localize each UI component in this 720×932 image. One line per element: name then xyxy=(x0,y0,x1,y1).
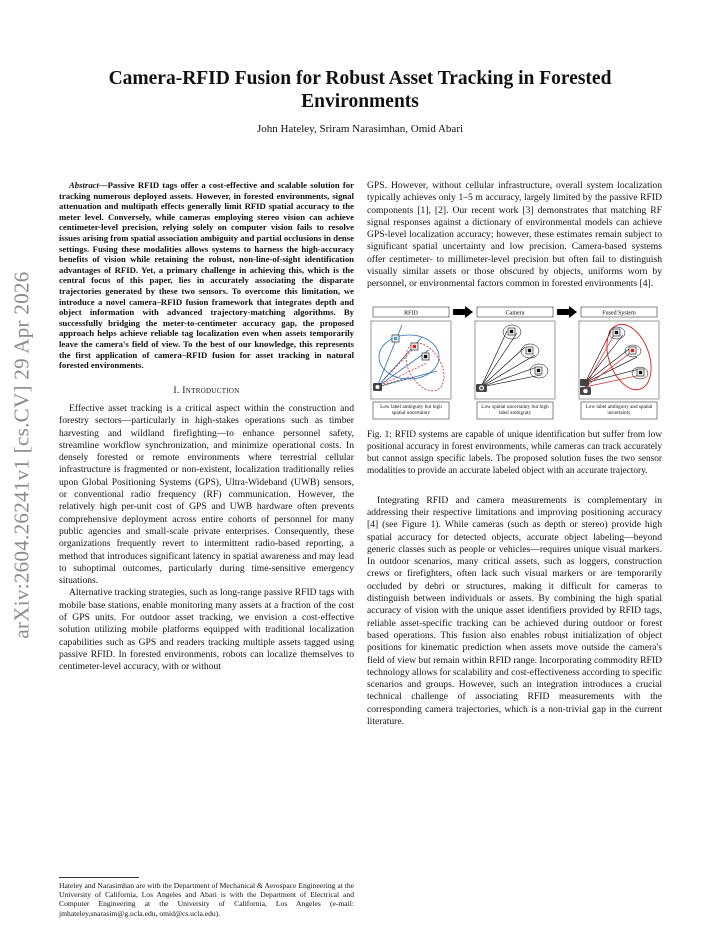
arrow-icon xyxy=(557,306,577,318)
panel-caption-fused: Low label ambiguity and spatial uncertainty xyxy=(585,403,653,416)
intro-paragraph-4: Integrating RFID and camera measurements is complementary in addressing their respective limitations and improving positioning accuracy [4] (see Figure 1). While cameras (such as depth or stereo) provide high spatial accuracy for detected objects, accurate object labeling—beyond generic classes such as people or vehicles—requires unique visual markers. In outdoor scenarios, many critical assets, such as loggers, construction crews or firefighters, often lack such visual markers or are temporarily occluded by debri or structures, making it difficult for cameras to distinguish between individuals or assets. By combining the high spatial accuracy of vision with the unique asset identifiers provided by RFID tags, reliable asset-specific tracking can be achieved during outdoor or forest based operations. This fusion also enables robust initialization of object positions for kinematic prediction when assets move outside the camera's field of view but remain within RFID range. Incorporating commodity RFID technology allows for scalability and cost-effectiveness according to specific scenarios and groups. However, such an integration introduces a crucial technical challenge of associating RFID measurements with the corresponding camera trajectories, which is a non-trivial gap in the current literature. xyxy=(367,494,662,728)
arxiv-stamp-text: arXiv:2604.26241v1 [cs.CV] 29 Apr 2026 xyxy=(9,271,34,639)
paper-title: Camera-RFID Fusion for Robust Asset Tracking in Forested Environments xyxy=(108,68,612,112)
arrow-icon xyxy=(453,306,473,318)
section-title: Introduction xyxy=(182,384,240,396)
panel-title-fused: Fused System xyxy=(602,310,636,317)
figure-1-diagram xyxy=(367,305,662,423)
section-number: I. xyxy=(173,384,180,396)
panel-title-camera: Camera xyxy=(505,310,525,317)
intro-paragraph-1: Effective asset tracking is a critical aspect within the construction and forestry sectors—particularly in high-stakes operations such as timber harvesting and wildland firefighting—to enhance personnel safety, streamline workflow synchronization, and minimize operational costs. In densely forested or remote environments where terrestrial cellular infrastructure is fragmented or non-existent, localization traditionally relies upon Global Positioning Systems (GPS), Ultra-Wideband (UWB) sensors, or conventional radio frequency (RF) communication. However, the relatively high per-unit cost of GPS and UWB hardware often prevents comprehensive deployment across entire cohorts of personnel for many public agencies and small-scale private enterprises. Consequently, these organizations frequently revert to intermittent radio-based reporting, a method that introduces significant latency in spatial awareness and may lead to suboptimal outcomes, particularly during time-sensitive emergency situations. xyxy=(59,402,354,587)
right-column xyxy=(367,180,662,728)
figure-1 xyxy=(367,305,662,423)
rfid-reader-icon xyxy=(580,379,589,386)
left-column xyxy=(59,180,354,674)
author-list: John Hateley, Sriram Narasimhan, Omid Abari xyxy=(256,123,464,135)
intro-paragraph-3: GPS. However, without cellular infrastructure, overall system localization typically achieves only 1–5 m accuracy, largely limited by the passive RFID components [1], [2]. Our recent work [3] demonstrates that matching RF signal responses against a dictionary of environmental models can achieve GPS-level localization accuracy; however, these estimates remain subject to significant spatial uncertainty and low precision. Camera-based systems offer centimeter- to millimeter-level precision but often fail to distinguish visually similar assets or those obscured by objects, uniforms worn by personnel, or environmental factors common in forested environments [4]. xyxy=(367,180,662,290)
intro-paragraph-2: Alternative tracking strategies, such as long-range passive RFID tags with mobile base stations, enable monitoring many assets at a fraction of the cost of GPS units. For outdoor asset tracking, we envision a cost-effective solution utilizing mobile platforms equipped with traditional localization capabilities such as GPS and readers tracking multiple assets tagged using passive RFID. In forested environments, robots can localize themselves to centimeter-level accuracy, with or without xyxy=(59,587,354,673)
arxiv-stamp xyxy=(2,230,42,680)
panel-caption-camera: Low spatial uncertainty but high label ambiguity xyxy=(481,403,549,416)
footnote: Hateley and Narasimhan are with the Department of Mechanical & Aerospace Engineering at the University of California, Los Angeles and Abari is with the Department of Electrical and Computer Engineering at the University of California, Los Angeles (e-mail: jmhateley,snarasim@g.ucla.edu, omid@cs.ucla.edu). xyxy=(59,881,354,918)
abstract-text: —Passive RFID tags offer a cost-effective and scalable solution for tracking numerous deployed assets. However, in forested environments, signal attenuation and multipath effects generally limit RFID spatial accuracy to the meter level. Conversely, while cameras employing stereo vision can achieve centimeter-level precision, relying solely on computer vision fails to resolve issues arising from spatial association ambiguity and partial occlusions in dense settings. Fusing these modalities allows systems to harness the high-accuracy benefits of vision while retaining the robust, non-line-of-sight identification advantages of RFID. Yet, a primary challenge in achieving this, which is the central focus of this paper, lies in accurately associating the disparate trajectories generated by these two sensors. To overcome this limitation, we introduce a novel camera–RFID fusion framework that integrates depth and object information with advanced trajectory-matching algorithms. By successfully bridging the meter-to-centimeter accuracy gap, the proposed approach helps achieve reliable tag localization even when assets temporarily leave the camera's field of view. To the best of our knowledge, this represents the first application of camera–RFID fusion for asset tracking in natural forested environments. xyxy=(59,180,354,371)
abstract xyxy=(59,180,354,371)
footnote-rule xyxy=(59,877,139,878)
panel-caption-rfid: Low label ambiguity but high spatial uncertainty xyxy=(380,403,442,416)
section-heading xyxy=(59,385,354,397)
figure-1-caption: Fig. 1: RFID systems are capable of unique identification but suffer from low positional accuracy in forest environments, while cameras can track accurately but cannot assign specific labels. The proposed solution fuses the two sensor modalities to provide an accurate labeled object with an accurate trajectory. xyxy=(367,429,662,476)
panel-title-rfid: RFID xyxy=(404,310,418,317)
abstract-label: Abstract xyxy=(69,180,99,190)
